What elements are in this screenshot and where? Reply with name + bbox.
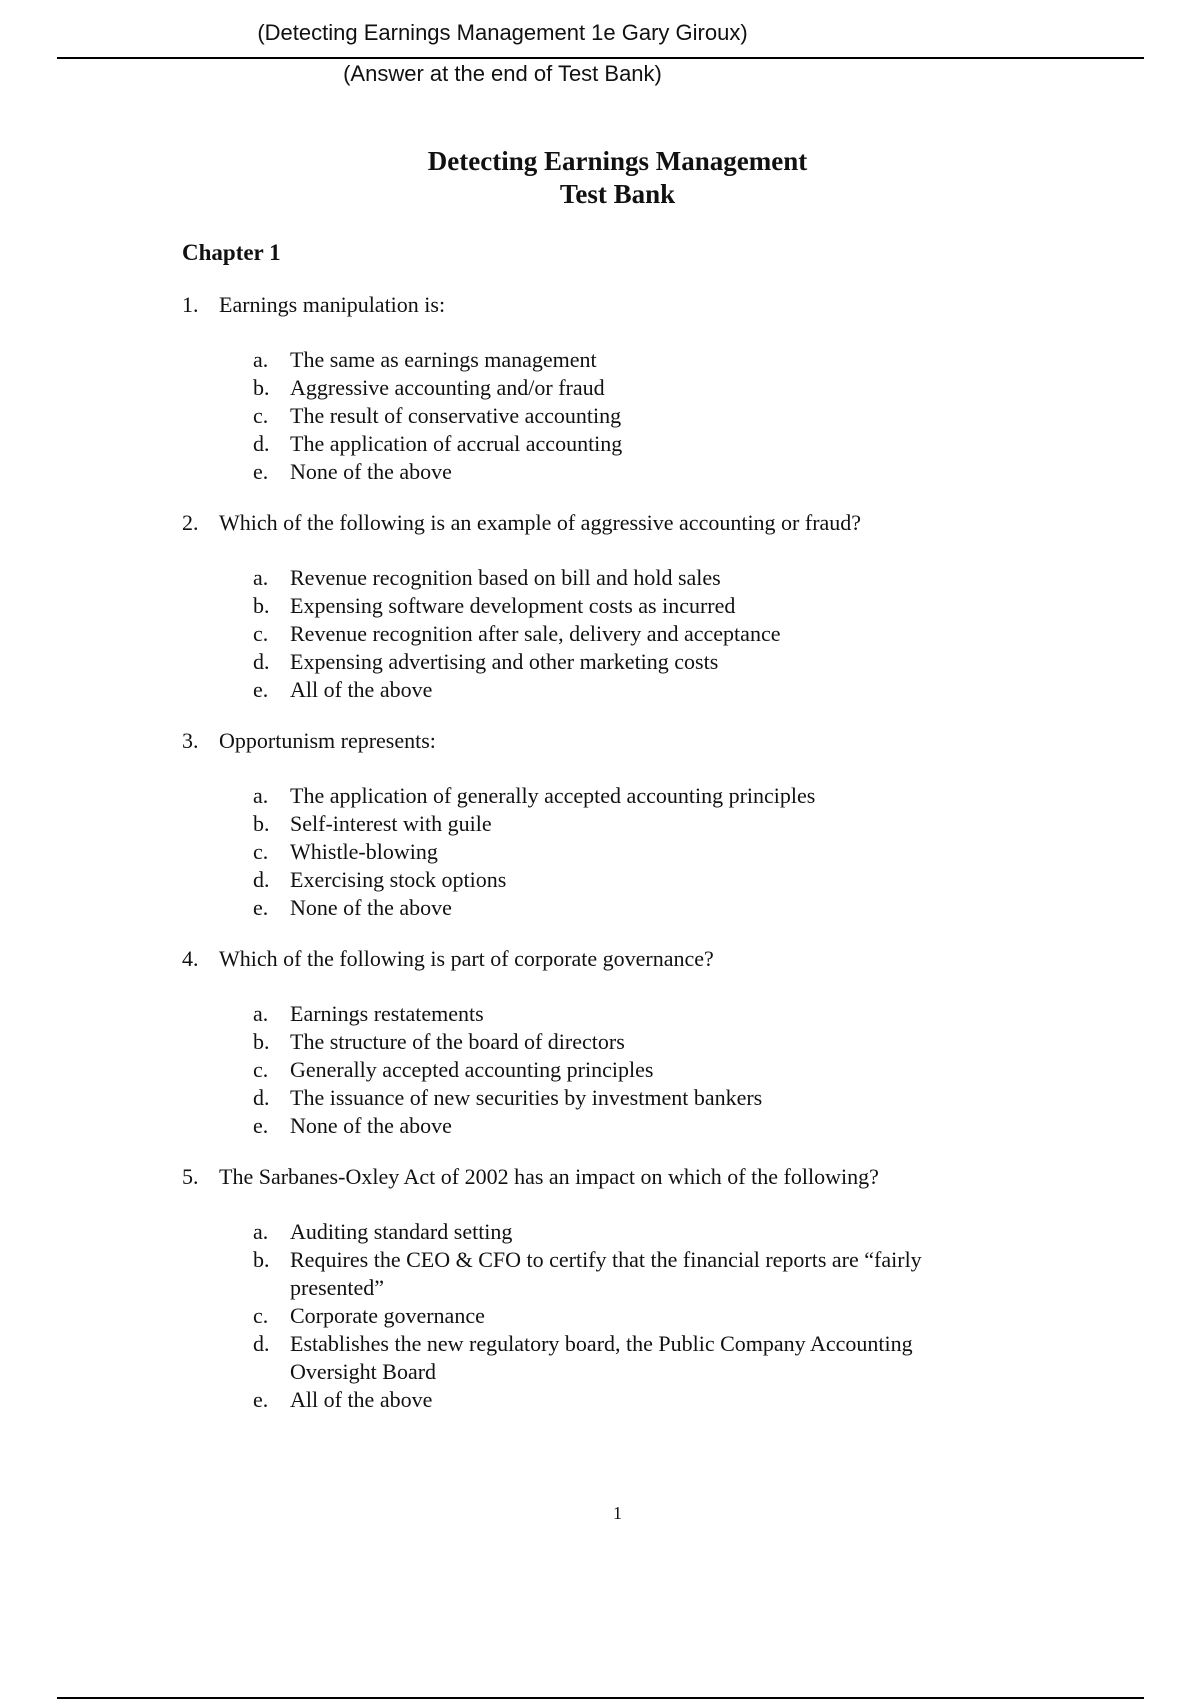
option-letter: e.: [253, 1387, 269, 1412]
option-letter: e.: [253, 1113, 269, 1138]
option-text: Expensing advertising and other marketing costs: [290, 649, 719, 674]
option-text: Earnings restatements: [290, 1001, 484, 1026]
answer-option: [182, 1246, 1012, 1302]
question-stem: [182, 510, 1012, 544]
option-text: Whistle-blowing: [290, 839, 438, 864]
question-list: [182, 292, 1012, 1438]
question-number: 3.: [182, 728, 199, 753]
option-text: The same as earnings management: [290, 347, 597, 372]
option-text: The structure of the board of directors: [290, 1029, 625, 1054]
answer-option: [182, 1028, 1012, 1056]
answer-option: [182, 676, 1012, 704]
chapter-heading: Chapter 1: [182, 240, 281, 265]
answer-option: [182, 894, 1012, 922]
option-letter: c.: [253, 1057, 269, 1082]
question-text: Earnings manipulation is:: [219, 292, 446, 317]
question-number: 4.: [182, 946, 199, 971]
option-letter: a.: [253, 347, 269, 372]
answer-option: [182, 1000, 1012, 1028]
question: [182, 510, 1012, 704]
answer-options: [182, 1000, 1012, 1140]
option-text: The application of accrual accounting: [290, 431, 623, 456]
option-letter: c.: [253, 403, 269, 428]
question-stem: [182, 728, 1012, 762]
option-letter: a.: [253, 1001, 269, 1026]
answer-option: [182, 1056, 1012, 1084]
answer-option: [182, 458, 1012, 486]
answer-option: [182, 374, 1012, 402]
question: [182, 728, 1012, 922]
header-subtitle: (Answer at the end of Test Bank): [343, 61, 662, 86]
answer-option: [182, 1084, 1012, 1112]
answer-option: [182, 1386, 1012, 1414]
answer-option: [182, 866, 1012, 894]
option-text: None of the above: [290, 459, 452, 484]
option-letter: a.: [253, 1219, 269, 1244]
option-text: Revenue recognition based on bill and hold sales: [290, 565, 721, 590]
answer-option: [182, 1302, 1012, 1330]
answer-options: [182, 1218, 1012, 1414]
header-divider: [57, 57, 1144, 59]
answer-option: [182, 620, 1012, 648]
answer-option: [182, 782, 1012, 810]
option-letter: a.: [253, 783, 269, 808]
option-text: Self-interest with guile: [290, 811, 492, 836]
answer-option: [182, 1330, 1012, 1386]
question-stem: [182, 292, 1012, 326]
header-title: (Detecting Earnings Management 1e Gary Giroux): [257, 20, 748, 45]
answer-option: [182, 1218, 1012, 1246]
option-letter: c.: [253, 839, 269, 864]
option-letter: b.: [253, 375, 270, 400]
option-letter: b.: [253, 1029, 270, 1054]
option-letter: c.: [253, 621, 269, 646]
option-letter: e.: [253, 677, 269, 702]
option-letter: c.: [253, 1303, 269, 1328]
answer-option: [182, 648, 1012, 676]
option-letter: e.: [253, 459, 269, 484]
option-text: Expensing software development costs as incurred: [290, 593, 736, 618]
option-letter: a.: [253, 565, 269, 590]
option-letter: d.: [253, 649, 270, 674]
question: [182, 946, 1012, 1140]
option-letter: d.: [253, 1331, 270, 1356]
question-text: The Sarbanes-Oxley Act of 2002 has an impact on which of the following?: [219, 1164, 879, 1189]
option-text: All of the above: [290, 1387, 433, 1412]
question-text: Opportunism represents:: [219, 728, 436, 753]
option-text: Generally accepted accounting principles: [290, 1057, 654, 1082]
option-text: Aggressive accounting and/or fraud: [290, 375, 605, 400]
question-number: 2.: [182, 510, 199, 535]
option-letter: e.: [253, 895, 269, 920]
option-letter: b.: [253, 1247, 270, 1272]
question-stem: [182, 946, 1012, 980]
option-text: Requires the CEO & CFO to certify that the financial reports are “fairly presented”: [290, 1247, 922, 1300]
option-text: The application of generally accepted accounting principles: [290, 783, 816, 808]
document-title-line2: Test Bank: [559, 179, 676, 209]
answer-option: [182, 1112, 1012, 1140]
option-text: Corporate governance: [290, 1303, 485, 1328]
answer-option: [182, 346, 1012, 374]
answer-option: [182, 838, 1012, 866]
option-text: Exercising stock options: [290, 867, 507, 892]
question-number: 1.: [182, 292, 199, 317]
question: [182, 1164, 1012, 1414]
option-text: The result of conservative accounting: [290, 403, 622, 428]
answer-option: [182, 430, 1012, 458]
answer-option: [182, 592, 1012, 620]
option-text: None of the above: [290, 895, 452, 920]
answer-option: [182, 564, 1012, 592]
option-letter: b.: [253, 811, 270, 836]
option-text: Establishes the new regulatory board, the Public Company Accounting Oversight Board: [290, 1331, 913, 1384]
question: [182, 292, 1012, 486]
answer-options: [182, 564, 1012, 704]
option-letter: d.: [253, 1085, 270, 1110]
question-number: 5.: [182, 1164, 199, 1189]
document-title-line1: Detecting Earnings Management: [427, 146, 808, 176]
option-text: The issuance of new securities by investment bankers: [290, 1085, 763, 1110]
page-number: 1: [613, 1503, 622, 1523]
option-text: None of the above: [290, 1113, 452, 1138]
option-letter: d.: [253, 431, 270, 456]
answer-option: [182, 402, 1012, 430]
option-text: Revenue recognition after sale, delivery and acceptance: [290, 621, 781, 646]
footer-divider: [57, 1697, 1144, 1699]
option-text: Auditing standard setting: [290, 1219, 513, 1244]
question-text: Which of the following is an example of aggressive accounting or fraud?: [219, 510, 862, 535]
answer-options: [182, 782, 1012, 922]
answer-options: [182, 346, 1012, 486]
question-text: Which of the following is part of corporate governance?: [219, 946, 714, 971]
document-title: [0, 145, 1200, 211]
answer-option: [182, 810, 1012, 838]
question-stem: [182, 1164, 1012, 1198]
option-letter: b.: [253, 593, 270, 618]
option-letter: d.: [253, 867, 270, 892]
option-text: All of the above: [290, 677, 433, 702]
